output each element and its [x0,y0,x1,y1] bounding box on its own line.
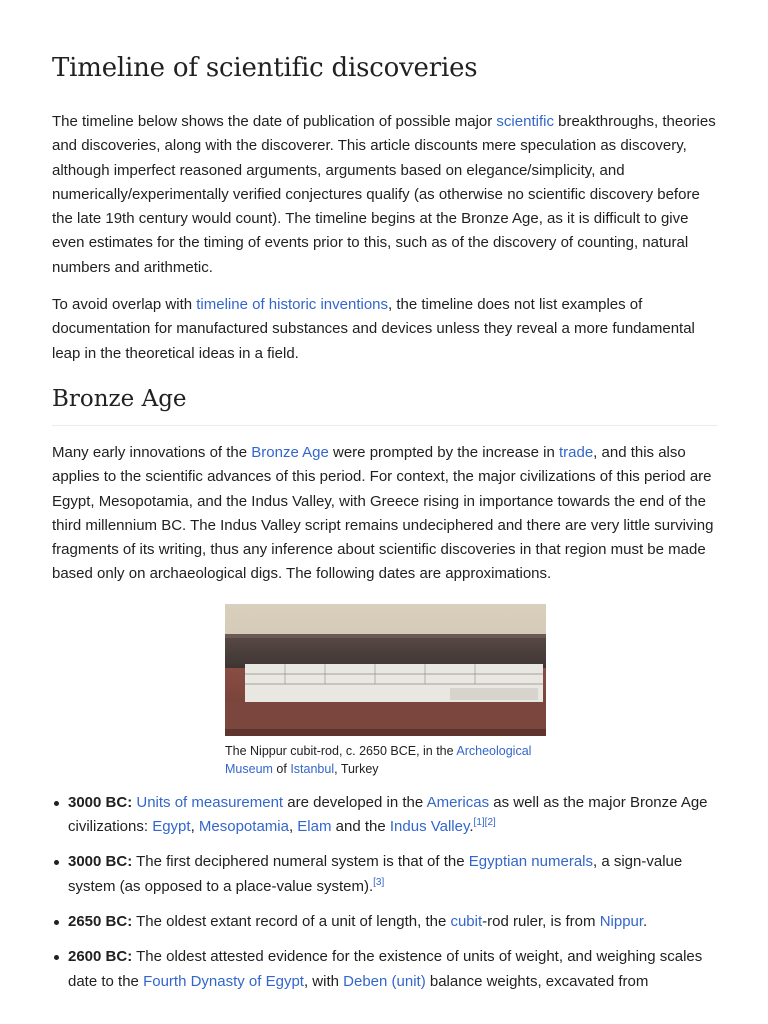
list-item: 3000 BC: Units of measurement are developed in the Americas as well as the major Bronze Age civilizations: Egypt, Mesopotamia, Elam and the Indus Valley.[1][2] [68,791,718,840]
item-date: 3000 BC: [68,853,133,871]
link-archeological-museum[interactable]: Archeological Museum [225,743,532,776]
item-date: 3000 BC: [68,793,133,811]
nippur-cubit-rod-photo[interactable] [225,604,546,736]
link-timeline-of-historic-inventions[interactable]: timeline of historic inventions [196,296,389,314]
link-nippur[interactable]: Nippur [599,912,644,930]
section-bronze-age [52,384,718,426]
reference-2[interactable]: [2] [484,817,496,829]
figure-caption: The Nippur cubit-rod, c. 2650 BCE, in the Archeological Museum of Istanbul, Turkey [225,743,532,776]
reference-1[interactable]: [1] [473,817,485,829]
list-item: 2600 BC: The oldest attested evidence for the existence of units of weight, and weighing scales date to the Fourth Dynasty of Egypt, with Deben (unit) balance weights, excavated from [68,945,718,994]
link-cubit[interactable]: cubit [450,912,483,930]
item-date: 2650 BC: [68,912,133,930]
link-units-of-measurement[interactable]: Units of measurement [136,793,284,811]
item-date: 2600 BC: [68,948,133,966]
link-americas[interactable]: Americas [426,793,490,811]
bronze-age-paragraph: Many early innovations of the Bronze Age were prompted by the increase in trade, and this also applies to the scientific advances of this period. For context, the major civilizations of this period are Egypt, Mesopotamia, and the Indus Valley, with Greece rising in importance towards the end of the third millennium BC. The Indus Valley script remains undeciphered and there are very little surviving fragments of its writing, thus any inference about scientific discoveries in that region must be made based only on archaeological digs. The following dates are approximations. [52,443,714,583]
link-fourth-dynasty-of-egypt[interactable]: Fourth Dynasty of Egypt [143,972,304,990]
link-trade[interactable]: trade [558,443,594,461]
link-scientific[interactable]: scientific [496,113,554,130]
link-egypt[interactable]: Egypt [152,818,191,836]
link-mesopotamia[interactable]: Mesopotamia [198,818,289,836]
bronze-age-timeline-list [52,791,718,994]
intro-paragraph-2: To avoid overlap with timeline of historic inventions, the timeline does not list examples of documentation for manufactured substances and devices unless they reveal a more fundamental leap in the theoretical ideas in a field. [52,296,695,362]
link-istanbul[interactable]: Istanbul [290,761,335,776]
list-item: 2650 BC: The oldest extant record of a unit of length, the cubit-rod ruler, is from Nippur. [68,910,718,934]
page-title: Timeline of scientific discoveries [52,53,478,83]
article [52,0,718,1005]
link-bronze-age[interactable]: Bronze Age [251,443,329,461]
link-elam[interactable]: Elam [297,818,332,836]
reference-3[interactable]: [3] [373,876,385,888]
link-deben-unit[interactable]: Deben (unit) [343,972,426,990]
list-item: 3000 BC: The first deciphered numeral system is that of the Egyptian numerals, a sign-value system (as opposed to a place-value system).[3] [68,850,718,899]
section-heading-bronze-age: Bronze Age [52,384,718,426]
intro-paragraph-1: The timeline below shows the date of publication of possible major scientific breakthroughs, theories and discoveries, along with the discoverer. This article discounts mere speculation as discovery, although imperfect reasoned arguments, arguments based on elegance/simplicity, and numerically/experimentally verified conjectures qualify (as otherwise no scientific discovery before the late 19th century would count). The timeline begins at the Bronze Age, as it is difficult to give even estimates for the timing of events prior to this, such as of the discovery of counting, natural numbers and arithmetic. [52,113,716,276]
link-indus-valley[interactable]: Indus Valley [389,818,470,836]
cubit-rod-image [225,604,546,736]
figure-nippur-cubit-rod [225,604,546,778]
link-egyptian-numerals[interactable]: Egyptian numerals [468,853,593,871]
